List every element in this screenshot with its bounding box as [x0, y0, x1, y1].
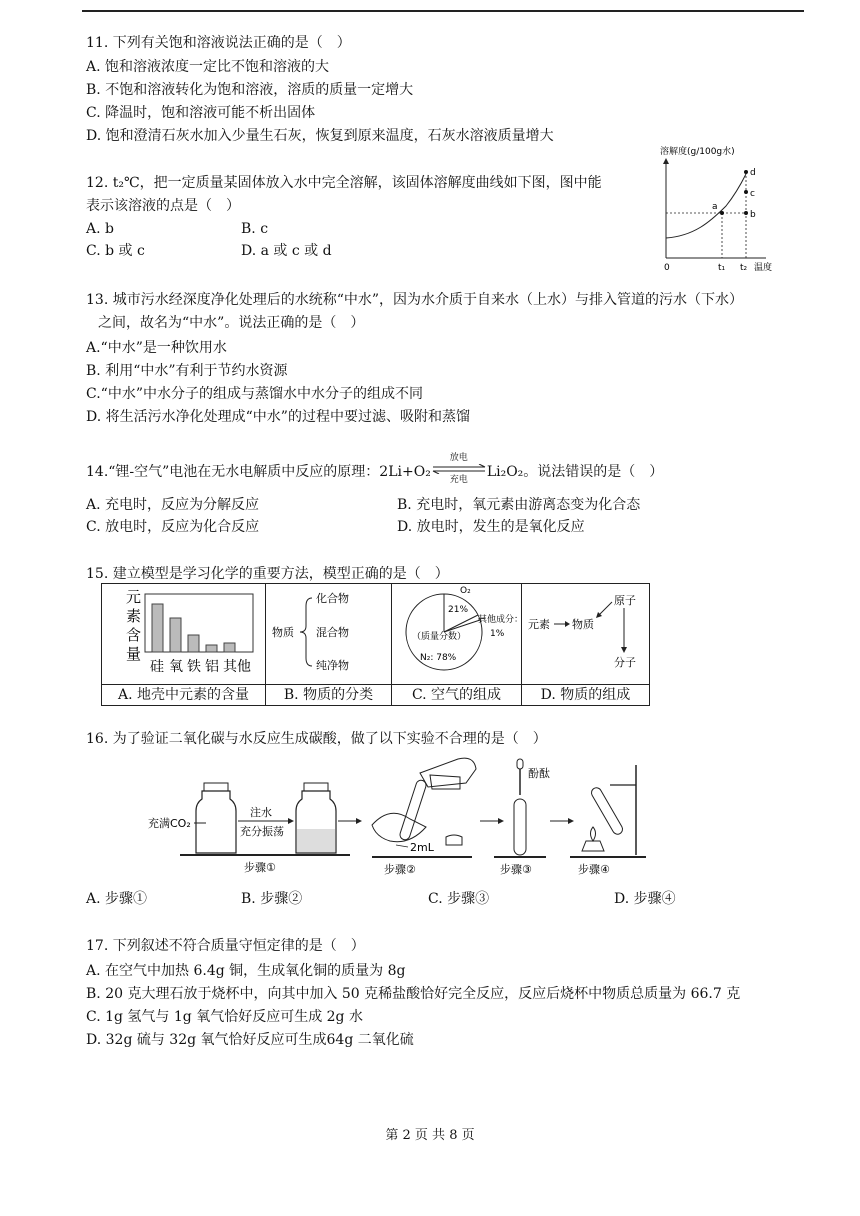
q14-option-b: B. 充电时，氧元素由游离态变为化合态 [397, 497, 641, 513]
point-b [744, 211, 748, 215]
brace [300, 598, 312, 666]
test-tube-3 [514, 799, 526, 855]
panel-c-figure [392, 584, 522, 685]
node-molecule: 分子 [614, 656, 636, 669]
q11-option-a: A. 饱和溶液浓度一定比不饱和溶液的大 [86, 59, 330, 75]
bottle-stopper [446, 835, 462, 845]
q13-stem-line2: 之间，故名为“中水”。说法正确的是（ ） [98, 315, 365, 331]
element-bar-chart [102, 584, 265, 680]
panel-d-caption: D. 物质的组成 [522, 685, 650, 706]
graph-xlabel: 温度 [754, 263, 773, 273]
solubility-curve [666, 174, 746, 238]
composition-diagram [522, 584, 649, 680]
label-21pct: 21% [448, 605, 469, 615]
branch-compound: 化合物 [316, 592, 349, 605]
volume-leader [396, 845, 408, 847]
q14-stem-prefix: 14.“锂-空气”电池在无水电解质中反应的原理：2Li+O₂ [86, 464, 431, 480]
q13-stem-line1: 13. 城市污水经深度净化处理后的水统称“中水”，因为水介质于自来水（上水）与排入管道的污水（下水） [86, 292, 744, 308]
ylabel-char-2: 素 [126, 607, 142, 625]
arrowhead-1-2 [356, 818, 362, 824]
cat-other: 其他 [223, 659, 251, 675]
q17-stem: 17. 下列叙述不符合质量守恒定律的是（ ） [86, 938, 365, 954]
label-step4: 步骤④ [578, 863, 610, 876]
cat-oxygen: 氧 [169, 659, 183, 675]
q14-stem-suffix: Li₂O₂。说法错误的是（ ） [486, 464, 664, 480]
bottle-cap-2 [304, 783, 328, 791]
label-filled-co2: 充满CO₂ [148, 817, 191, 830]
label-a: a [712, 202, 718, 212]
q16-option-b: B. 步骤② [241, 891, 303, 907]
q15-stem: 15. 建立模型是学习化学的重要方法，模型正确的是（ ） [86, 566, 449, 582]
q17-option-d: D. 32g 硫与 32g 氧气恰好反应可生成64g 二氧化硫 [86, 1032, 414, 1048]
label-o2: O₂ [460, 586, 471, 596]
branch-pure: 纯净物 [316, 659, 349, 672]
q11-option-d: D. 饱和澄清石灰水加入少量生石灰，恢复到原来温度，石灰水溶液质量增大 [86, 128, 554, 144]
test-tube-2 [399, 779, 428, 841]
label-step2: 步骤② [384, 863, 416, 876]
q17-option-b: B. 20 克大理石放于烧杯中，向其中加入 50 克稀盐酸恰好完全反应，反应后烧杯中物质总质量为 66.7 克 [86, 986, 741, 1002]
label-phenolphthalein: 酚酞 [528, 767, 550, 780]
q12-stem-line2: 表示该溶液的点是（ ） [86, 198, 240, 214]
label-shake: 充分振荡 [240, 825, 284, 838]
bar-aluminum [206, 645, 217, 652]
arrowhead-2-3 [498, 818, 504, 824]
q14-reaction-arrow [431, 453, 487, 485]
water-fill [297, 829, 335, 852]
alcohol-lamp [582, 841, 604, 851]
q12-option-d: D. a 或 c 或 d [241, 243, 332, 259]
graph-origin: 0 [664, 263, 670, 273]
graph-y-arrow [663, 158, 669, 164]
bar-other [224, 643, 235, 652]
graph-ylabel: 溶解度(g/100g水) [660, 147, 735, 157]
point-c [744, 190, 748, 194]
q12-option-a: A. b [86, 221, 114, 237]
q13-option-d: D. 将生活污水净化处理成“中水”的过程中要过滤、吸附和蒸馏 [86, 409, 470, 425]
q11-stem: 11. 下列有关饱和溶液说法正确的是（ ） [86, 35, 351, 51]
point-d [744, 170, 748, 174]
label-1pct: 1% [490, 629, 505, 639]
panel-b-caption: B. 物质的分类 [266, 685, 392, 706]
classification-diagram [266, 584, 391, 680]
flame-icon [591, 827, 596, 841]
q16-option-a: A. 步骤① [86, 891, 148, 907]
pie-divider-other [444, 620, 480, 632]
q12-option-c: C. b 或 c [86, 243, 145, 259]
q16-option-d: D. 步骤④ [614, 891, 676, 907]
panel-c-caption: C. 空气的组成 [392, 685, 522, 706]
q16-stem: 16. 为了验证二氧化碳与水反应生成碳酸，做了以下实验不合理的是（ ） [86, 731, 547, 747]
node-substance: 物质 [572, 618, 594, 631]
root-substance: 物质 [272, 626, 294, 639]
bar-oxygen [170, 618, 181, 652]
bar-silicon [152, 604, 163, 652]
cat-iron: 铁 [187, 659, 201, 675]
q16-experiment-figure [140, 755, 660, 885]
node-atom: 原子 [614, 594, 636, 607]
arrowhead-3-4 [568, 818, 574, 824]
graph-t2: t₂ [740, 263, 748, 273]
bottle-empty [196, 791, 236, 853]
solubility-graph [654, 142, 784, 276]
arrowhead-1 [565, 621, 570, 627]
arrow-atom-substance [598, 602, 612, 616]
q14-option-a: A. 充电时，反应为分解反应 [86, 497, 260, 513]
header-rule [82, 10, 804, 12]
q16-option-c: C. 步骤③ [428, 891, 490, 907]
cat-aluminum: 铝 [205, 659, 219, 675]
arrowhead-3 [621, 647, 627, 653]
reagent-bottle [430, 775, 460, 789]
panel-a-figure [102, 584, 266, 685]
label-2ml: 2mL [410, 841, 434, 854]
panel-d-figure [522, 584, 650, 685]
hand-icon [372, 813, 426, 841]
bar-iron [188, 635, 199, 652]
branch-mixture: 混合物 [316, 626, 349, 639]
ylabel-char-4: 量 [126, 645, 142, 663]
q17-option-c: C. 1g 氢气与 1g 氧气恰好反应可生成 2g 水 [86, 1009, 363, 1025]
dropper-bulb [517, 759, 523, 769]
label-n2: N₂: 78% [420, 653, 457, 663]
pie-divider-o2 [444, 615, 478, 632]
q14-option-d: D. 放电时，发生的是氧化反应 [397, 519, 585, 535]
air-pie-chart [392, 584, 521, 680]
q15-model-table [101, 583, 650, 706]
label-mass-fraction: （质量分数） [412, 632, 467, 642]
q12-option-b: B. c [241, 221, 269, 237]
bottle-cap-1 [204, 783, 228, 791]
q14-arrow-top: 放电 [449, 453, 468, 463]
q13-option-b: B. 利用“中水”有利于节约水资源 [86, 363, 288, 379]
test-tube-4 [590, 786, 625, 836]
q17-option-a: A. 在空气中加热 6.4g 铜，生成氧化铜的质量为 8g [86, 963, 406, 979]
graph-t1: t₁ [718, 263, 726, 273]
page-footer: 第 2 页 共 8 页 [385, 1128, 475, 1143]
q13-option-c: C.“中水”中水分子的组成与蒸馏水中水分子的组成不同 [86, 386, 423, 402]
q12-stem-line1: 12. t₂℃，把一定质量某固体放入水中完全溶解，该固体溶解度曲线如下图，图中能 [86, 175, 602, 191]
point-a [720, 211, 724, 215]
q14-option-c: C. 放电时，反应为化合反应 [86, 519, 260, 535]
panel-a-caption: A. 地壳中元素的含量 [102, 685, 266, 706]
label-other: 其他成分： [478, 615, 521, 625]
label-step1: 步骤① [244, 861, 276, 874]
ylabel-char-3: 含 [126, 626, 142, 644]
q11-option-c: C. 降温时，饱和溶液可能不析出固体 [86, 105, 316, 121]
q14-stem [86, 453, 664, 485]
arrowhead-shake [288, 818, 294, 824]
label-add-water: 注水 [250, 806, 272, 819]
label-step3: 步骤③ [500, 863, 532, 876]
label-b: b [750, 210, 756, 220]
label-c: c [750, 189, 755, 199]
q14-arrow-bottom: 充电 [449, 475, 468, 485]
ylabel-char-1: 元 [126, 588, 142, 606]
q11-option-b: B. 不饱和溶液转化为饱和溶液，溶质的质量一定增大 [86, 82, 414, 98]
cat-silicon: 硅 [150, 659, 164, 675]
label-d: d [750, 168, 756, 178]
panel-b-figure [266, 584, 392, 685]
pouring-hand-icon [420, 758, 476, 787]
node-element: 元素 [528, 618, 550, 631]
q13-option-a: A.“中水”是一种饮用水 [86, 340, 227, 356]
